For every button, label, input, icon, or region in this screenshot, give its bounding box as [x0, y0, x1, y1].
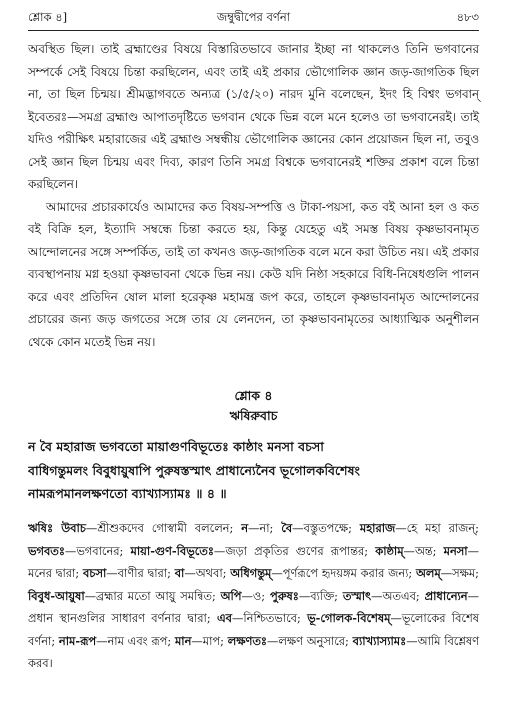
synonym-entry	[360, 521, 479, 535]
synonym-term: ঋষিঃ উবাচ	[28, 521, 86, 535]
header-divider	[28, 30, 479, 31]
purport-paragraph: আমাদের প্রচারকার্যেও আমাদের কত বিষয়-সম্পত্তি ও টাকা-পয়সা, কত বই আনা হল ও কত বই বিক্রি হল, ইত্যাদি সম্বন্ধে চিন্তা করতে হয়, কিন্তু যেহেতু এই সমস্ত বিষয় কৃষ্ণভাবনামৃত আন্দোলনের সঙ্গে সম্পর্কিত, তাই তা কখনও জড়-জাগতিক বলে মনে করা উচিত নয়। এই প্রকার ব্যবস্থাপনায় মগ্ন হওয়া কৃষ্ণভাবনা থেকে ভিন্ন নয়। কেউ যদি নিষ্ঠা সহকারে বিধি-নিষেধগুলি পালন করে এবং প্রতিদিন ষোল মালা হরেকৃষ্ণ মহামন্ত্র জপ করে, তাহলে কৃষ্ণভাবনামৃত আন্দোলনের প্রচারের জন্য জড় জগতের সঙ্গে তার যে লেনদেন, তা কৃষ্ণভাবনামৃতের আধ্যাত্মিক অনুশীলন থেকে কোন মতেই ভিন্ন নয়।	[28, 199, 479, 349]
synonym-meaning: —আমি বিশ্লেষণ করব।	[28, 633, 479, 670]
synonym-meaning: —অন্ত;	[403, 543, 444, 558]
verse-line: নামরূপমানলক্ষণতো ব্যাখ্যাস্যামঃ ॥ ৪ ॥	[28, 486, 227, 501]
verse-reference: শ্লোক ৪]	[28, 10, 68, 24]
sanskrit-verse	[28, 435, 479, 506]
word-for-word-synonyms	[28, 517, 479, 675]
synonym-entry	[28, 589, 221, 603]
page-number: ৪৮৩	[456, 10, 479, 24]
synonym-meaning: —বস্তুতপক্ষে;	[292, 521, 360, 535]
synonym-entry	[416, 566, 479, 580]
synonym-entry	[281, 521, 360, 535]
synonym-meaning: —ভূলোকের বিশেষ বর্ণনা;	[28, 611, 480, 648]
synonym-entry	[343, 589, 425, 603]
synonym-term: বচসা	[82, 566, 107, 580]
synonym-meaning: —ব্রহ্মার মতো আয়ু সমন্বিত;	[84, 588, 221, 603]
synonym-term: পুরুষঃ	[269, 588, 299, 603]
synonym-meaning: —পূর্ণরূপে হৃদয়ঙ্গম করার জন্য;	[271, 566, 417, 580]
synonym-meaning: —প্রধান স্থানগুলির সাধারণ বর্ণনার দ্বারা;	[28, 588, 479, 625]
synonym-meaning: —মাপ;	[191, 633, 228, 648]
purport-text	[28, 38, 479, 353]
synonym-term: তস্মাৎ	[342, 588, 372, 603]
synonym-entry	[217, 611, 307, 625]
synonym-term: অলম্	[416, 566, 441, 580]
synonym-entry	[175, 566, 231, 580]
synonym-term: অপি	[220, 588, 242, 603]
synonym-meaning: —নাম এবং রূপ;	[96, 633, 175, 648]
synonym-term: মনসা	[443, 543, 468, 558]
verse-number: শ্লোক ৪	[234, 388, 273, 403]
synonym-entry	[241, 521, 281, 535]
synonym-meaning: —হে মহা রাজন্;	[395, 521, 479, 535]
synonym-entry	[28, 521, 241, 535]
synonym-entry	[28, 544, 131, 558]
verse-line: ন বৈ মহারাজ ভগবতো মায়াগুণবিভূতেঃ কাষ্ঠাং মনসা বচসা	[28, 439, 324, 454]
synonym-meaning: —ব্যক্তি;	[298, 588, 343, 603]
synonym-term: নাম-রূপ	[58, 633, 97, 648]
synonym-meaning: —জড়া প্রকৃতির গুণের রূপান্তর;	[213, 543, 376, 558]
synonym-entry	[131, 544, 376, 558]
synonym-term: অধিগন্তুম্	[230, 566, 272, 580]
synonym-meaning: —ভগবানের;	[64, 543, 131, 558]
synonym-term: বিবুধ-আয়ুষা	[28, 588, 85, 603]
verse-line: বাধিগন্তুমলং বিবুধায়ুষাপি পুরুষস্তস্মাৎ প্রাধান্যেনৈব ভূগোলকবিশেষং	[28, 462, 360, 478]
synonym-entry	[83, 566, 175, 580]
synonym-term: কাষ্ঠাম্	[375, 543, 404, 558]
synonym-meaning: —বাণীর দ্বারা;	[106, 566, 175, 580]
synonym-meaning: —অতএব;	[371, 588, 425, 603]
synonym-entry	[59, 634, 175, 648]
synonym-term: ভূ-গোলক-বিশেষম্	[307, 611, 391, 625]
synonym-term: মান	[174, 633, 192, 648]
synonym-term: বৈ	[281, 521, 293, 535]
synonym-term: লক্ষণতঃ	[227, 633, 267, 648]
synonym-entry	[230, 566, 416, 580]
synonym-term: বা	[174, 566, 185, 580]
synonym-meaning: —লক্ষণ অনুসারে;	[266, 633, 353, 648]
synonym-entry	[228, 634, 353, 648]
synonym-meaning: —শ্রীশুকদেব গোস্বামী বললেন;	[85, 521, 242, 535]
synonym-entry	[175, 634, 228, 648]
synonym-meaning: —ও;	[241, 588, 270, 603]
synonym-entry	[375, 544, 443, 558]
synonym-term: এব	[216, 611, 232, 625]
synonym-term: ব্যাখ্যাস্যামঃ	[352, 633, 407, 648]
running-header	[28, 9, 479, 25]
synonym-term: মহারাজ	[359, 521, 396, 535]
synonym-term: মায়া-গুণ-বিভূতেঃ	[130, 543, 214, 558]
purport-paragraph: অবস্থিত ছিল। তাই ব্রহ্মাণ্ডের বিষয়ে বিস্তারিতভাবে জানার ইচ্ছা না থাকলেও তিনি ভগবানের সম্পর্কে সেই বিষয়ে চিন্তা করছিলেন, এবং তাই এই প্রকার ভৌগোলিক জ্ঞান জড়-জাগতিক ছিল না, তা ছিল চিন্ময়। শ্রীমদ্ভাগবতে অন্যত্র (১/৫/২০) নারদ মুনি বলেছেন, ইদং হি বিশ্বং ভগবান্ ইবেতরঃ—সমগ্র ব্রহ্মাণ্ড আপাতদৃষ্টিতে ভগবান থেকে ভিন্ন বলে মনে হলেও তা ভগবানেরই। তাই যদিও পরীক্ষিৎ মহারাজের এই ব্রহ্মাণ্ড সম্বন্ধীয় ভৌগোলিক জ্ঞানের কোন প্রয়োজন ছিল না, তবুও সেই জ্ঞান ছিল চিন্ময় এবং দিব্য, কারণ তিনি সমগ্র বিশ্বকে ভগবানেরই শক্তির প্রকাশ বলে চিন্তা করছিলেন।	[28, 42, 479, 191]
synonym-term: ভগবতঃ	[28, 543, 65, 558]
chapter-title: জম্বুদ্বীপের বর্ণনা	[216, 10, 291, 24]
synonym-entry	[270, 589, 343, 603]
synonym-term: ন	[241, 521, 248, 535]
synonym-meaning: —মনের দ্বারা;	[28, 543, 479, 580]
synonym-meaning: —না;	[248, 521, 282, 535]
synonym-meaning: —নিশ্চিতভাবে;	[232, 611, 308, 625]
synonym-entry	[221, 589, 270, 603]
synonym-term: প্রাধান্যেন	[424, 588, 468, 603]
synonym-meaning: —অথবা;	[184, 566, 231, 580]
verse-speaker: ঋষিরুবাচ	[229, 408, 278, 423]
verse-heading	[28, 386, 479, 426]
synonym-meaning: —সক্ষম;	[440, 566, 480, 580]
